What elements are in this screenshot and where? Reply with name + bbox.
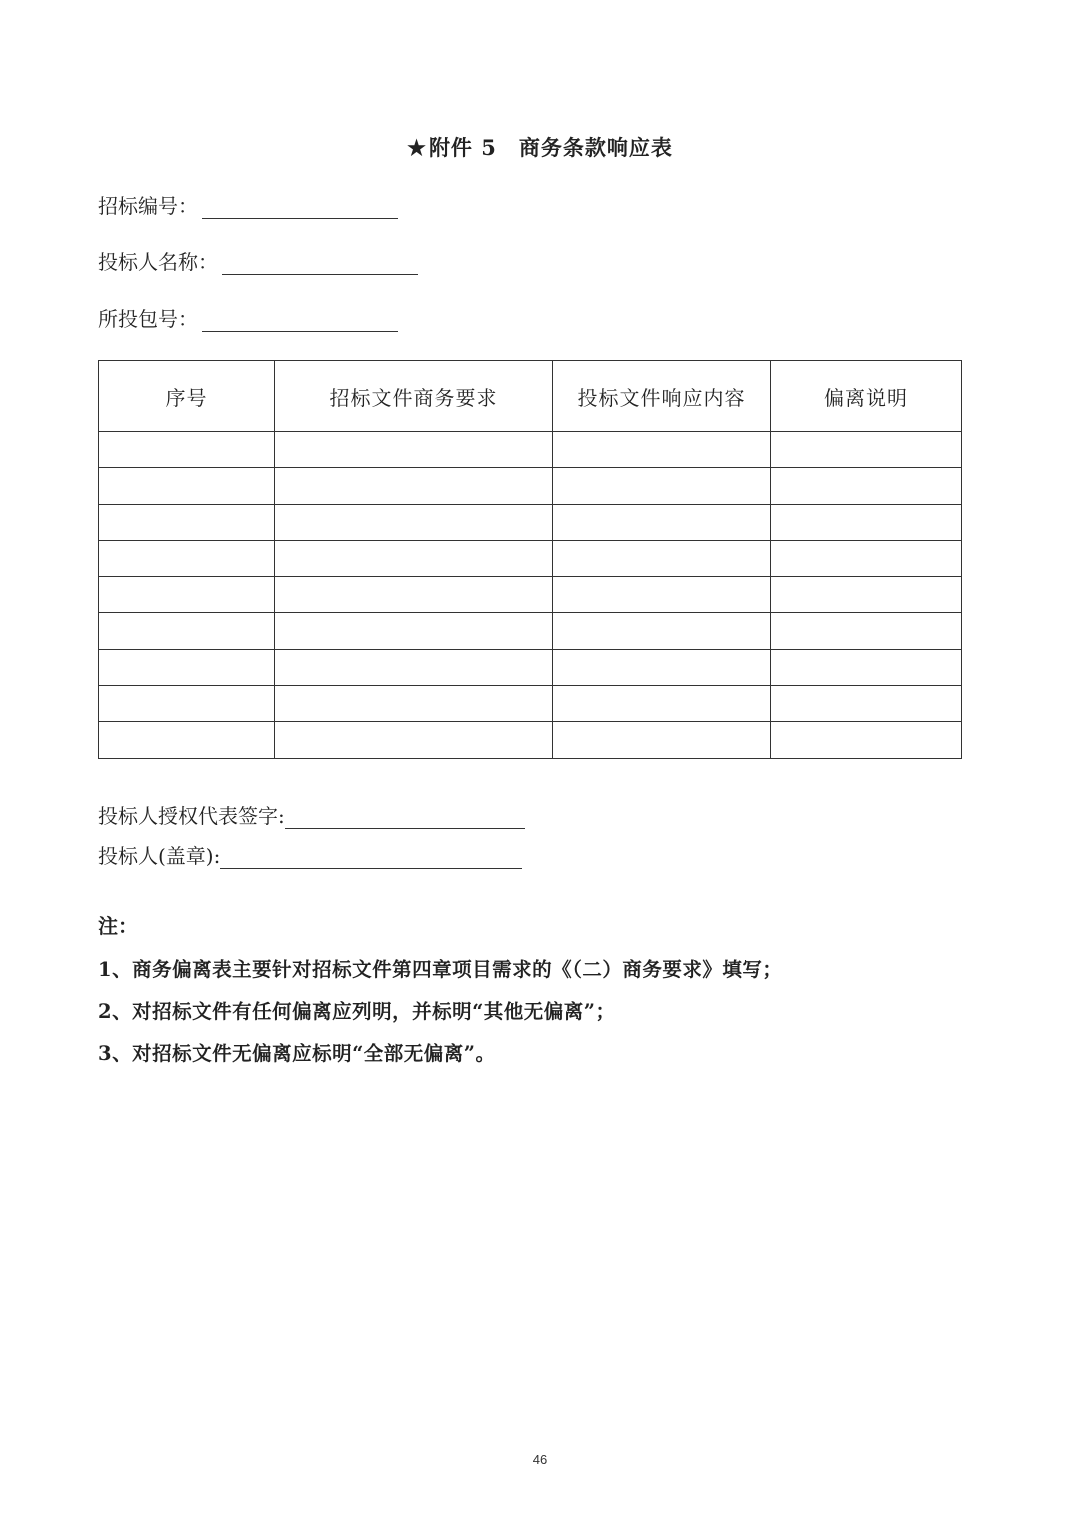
table-cell[interactable] <box>99 577 275 613</box>
bidder-name-label: 投标人名称： <box>98 250 218 274</box>
table-cell[interactable] <box>771 504 962 540</box>
table-row <box>99 468 962 504</box>
table-row <box>99 722 962 758</box>
note-item-3: 3、对招标文件无偏离应标明“全部无偏离”。 <box>98 1042 496 1065</box>
table-cell[interactable] <box>771 577 962 613</box>
bidder-seal-sign <box>98 840 522 869</box>
table-cell[interactable] <box>553 686 771 722</box>
header-seq: 序号 <box>99 361 275 432</box>
table-cell[interactable] <box>99 649 275 685</box>
table-cell[interactable] <box>275 468 553 504</box>
table-cell[interactable] <box>553 468 771 504</box>
table-cell[interactable] <box>99 540 275 576</box>
table-cell[interactable] <box>553 577 771 613</box>
response-table <box>98 360 962 759</box>
table-row <box>99 540 962 576</box>
table-cell[interactable] <box>553 722 771 758</box>
tender-no-label: 招标编号： <box>98 194 198 218</box>
table-cell[interactable] <box>771 649 962 685</box>
table-cell[interactable] <box>275 504 553 540</box>
table-cell[interactable] <box>771 722 962 758</box>
authorized-rep-blank[interactable] <box>285 806 525 829</box>
table-cell[interactable] <box>771 468 962 504</box>
table-cell[interactable] <box>275 649 553 685</box>
table-cell[interactable] <box>275 577 553 613</box>
table-cell[interactable] <box>275 540 553 576</box>
table-cell[interactable] <box>553 540 771 576</box>
table-row <box>99 649 962 685</box>
table-cell[interactable] <box>275 613 553 649</box>
table-cell[interactable] <box>99 613 275 649</box>
table-row <box>99 504 962 540</box>
table-row <box>99 577 962 613</box>
header-bid-response: 投标文件响应内容 <box>553 361 771 432</box>
bidder-seal-blank[interactable] <box>220 846 522 869</box>
table-cell[interactable] <box>99 432 275 468</box>
table-cell[interactable] <box>771 686 962 722</box>
bidder-seal-label: 投标人(盖章): <box>98 844 221 868</box>
table-cell[interactable] <box>99 468 275 504</box>
table-row <box>99 432 962 468</box>
form-name: 商务条款响应表 <box>518 135 673 160</box>
table-cell[interactable] <box>553 432 771 468</box>
table-cell[interactable] <box>275 722 553 758</box>
note-item-2: 2、对招标文件有任何偏离应列明，并标明“其他无偏离”； <box>98 1000 616 1023</box>
page-title <box>0 132 1080 162</box>
page-number: 46 <box>532 1452 548 1467</box>
table-row <box>99 613 962 649</box>
table-cell[interactable] <box>771 540 962 576</box>
table-header-row <box>99 361 962 432</box>
star-icon: ★ <box>407 135 427 160</box>
table-row <box>99 686 962 722</box>
authorized-rep-label: 投标人授权代表签字: <box>98 804 285 828</box>
notes-heading: 注： <box>98 914 138 938</box>
bidder-name-blank[interactable] <box>222 252 418 275</box>
table-cell[interactable] <box>553 613 771 649</box>
header-tender-requirement: 招标文件商务要求 <box>275 361 553 432</box>
header-deviation: 偏离说明 <box>771 361 962 432</box>
table-cell[interactable] <box>99 686 275 722</box>
package-no-label: 所投包号： <box>98 307 198 331</box>
table-cell[interactable] <box>99 722 275 758</box>
package-no-field <box>98 303 398 332</box>
package-no-blank[interactable] <box>202 309 398 332</box>
table-cell[interactable] <box>275 432 553 468</box>
annex-label: 附件 5 <box>428 135 497 160</box>
table-cell[interactable] <box>99 504 275 540</box>
note-item-1: 1、商务偏离表主要针对招标文件第四章项目需求的《（二）商务要求》填写； <box>98 958 783 981</box>
table-cell[interactable] <box>553 504 771 540</box>
bidder-name-field <box>98 246 418 275</box>
tender-no-field <box>98 190 398 219</box>
table-cell[interactable] <box>771 613 962 649</box>
table-cell[interactable] <box>275 686 553 722</box>
table-cell[interactable] <box>553 649 771 685</box>
authorized-rep-sign <box>98 800 525 829</box>
tender-no-blank[interactable] <box>202 196 398 219</box>
table-cell[interactable] <box>771 432 962 468</box>
